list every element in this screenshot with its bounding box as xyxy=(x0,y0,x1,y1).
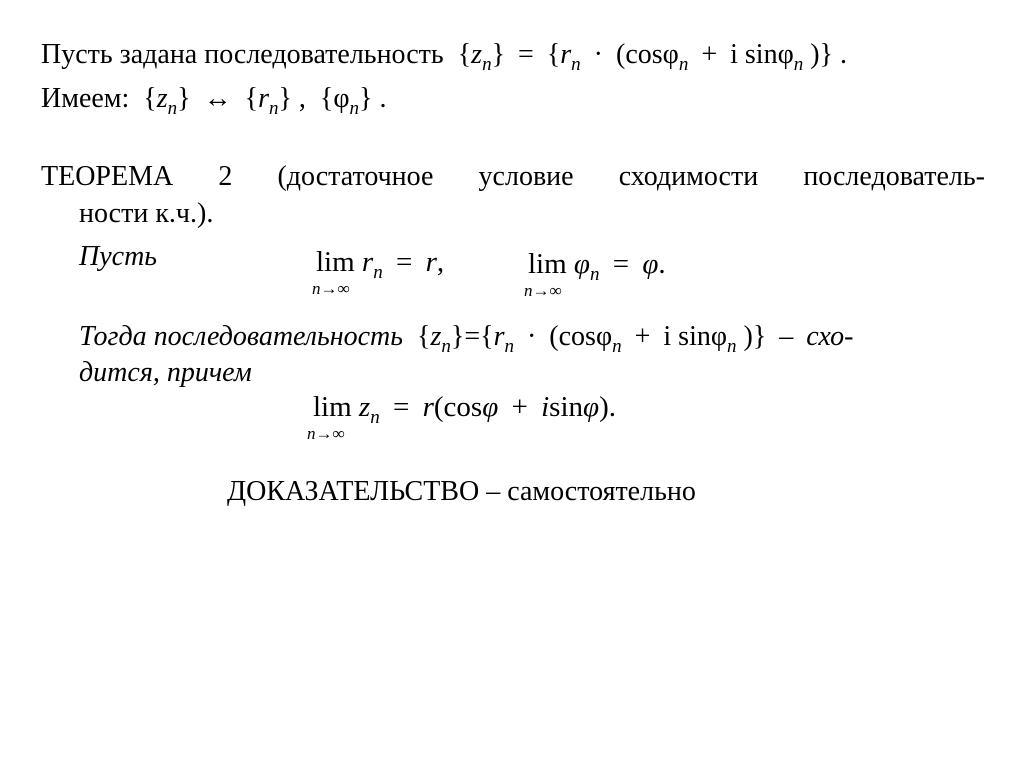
limit-r xyxy=(316,246,445,283)
lim-word: lim xyxy=(316,246,355,278)
subscript-n: n xyxy=(727,336,737,357)
var-r: r xyxy=(560,39,572,70)
limit-subscript: n→∞ xyxy=(312,279,350,298)
var-phi: φ xyxy=(482,391,499,423)
period: . xyxy=(379,83,387,114)
i-sin-phi: i sinφ xyxy=(730,39,794,70)
lim-word: lim xyxy=(313,391,352,423)
dash: – xyxy=(779,321,794,352)
set-open-brace: { xyxy=(457,39,472,70)
plus-sign: + xyxy=(634,321,651,352)
equals-sign: = xyxy=(612,248,630,280)
i-sin-phi: i sinφ xyxy=(663,321,728,352)
multiply-dot: · xyxy=(526,321,537,352)
cos-phi: (cosφ xyxy=(549,321,613,352)
var-z: z xyxy=(156,83,168,114)
comma: , xyxy=(298,83,306,114)
set-close-brace: } xyxy=(177,83,191,114)
subscript-n: n xyxy=(370,407,380,428)
set-open-brace: { xyxy=(546,39,561,70)
var-i: i xyxy=(541,391,550,423)
var-r: r xyxy=(425,246,437,278)
subscript-n: n xyxy=(268,98,279,119)
subscript-n: n xyxy=(793,54,804,75)
var-phi: φ xyxy=(642,248,659,280)
var-r: r xyxy=(422,391,434,423)
equals-sign: = xyxy=(518,39,534,70)
limit-z xyxy=(313,391,616,428)
set-phi: {φ xyxy=(319,83,350,114)
subscript-n: n xyxy=(482,54,492,75)
sin-word: sin xyxy=(549,391,584,423)
var-z: z xyxy=(358,391,371,423)
set-close-brace: } xyxy=(278,83,292,114)
var-r: r xyxy=(258,83,269,114)
have-text: Имеем: xyxy=(41,83,130,114)
limit-phi xyxy=(528,248,666,285)
proof-line: ДОКАЗАТЕЛЬСТВО – самостоятельно xyxy=(227,476,696,507)
comma: , xyxy=(436,246,445,278)
set-open-brace: { xyxy=(417,321,431,352)
period: . xyxy=(658,248,666,280)
var-r: r xyxy=(493,321,505,352)
lim-word: lim xyxy=(528,248,567,280)
conclusion-line-2: дится, причем xyxy=(79,357,252,388)
subscript-n: n xyxy=(373,262,383,283)
subscript-n: n xyxy=(167,98,178,119)
equivalence-arrow: ↔ xyxy=(203,83,232,114)
plus-sign: + xyxy=(511,391,528,423)
subscript-n: n xyxy=(504,336,514,357)
var-z: z xyxy=(471,39,483,70)
subscript-n: n xyxy=(349,98,360,119)
subscript-n: n xyxy=(678,54,689,75)
theorem-line-2: ности к.ч.). xyxy=(79,198,214,229)
equals-sign: = xyxy=(392,391,410,423)
var-phi: φ xyxy=(573,248,590,280)
subscript-n: n xyxy=(589,264,600,285)
condition-label: Пусть xyxy=(79,241,158,272)
hyphenated-word: схо- xyxy=(806,321,854,352)
intro-line xyxy=(41,39,847,75)
conclusion-text: Тогда последовательность xyxy=(79,321,404,352)
period: . xyxy=(840,39,847,70)
have-line xyxy=(41,83,387,119)
limit-subscript: n→∞ xyxy=(307,424,345,443)
intro-text: Пусть задана последовательность xyxy=(41,39,444,70)
set-open-brace: { xyxy=(244,83,259,114)
cos-word: (cos xyxy=(433,391,483,423)
subscript-n: n xyxy=(441,336,451,357)
var-z: z xyxy=(430,321,442,352)
set-open-brace: { xyxy=(143,83,157,114)
close-paren-brace: )} xyxy=(743,321,767,352)
var-phi: φ xyxy=(583,391,600,423)
theorem-line-1: ТЕОРЕМА 2 (достаточное условие сходимости последователь- xyxy=(41,161,985,192)
equals-sign: = xyxy=(395,246,413,278)
subscript-n: n xyxy=(612,336,622,357)
multiply-dot: · xyxy=(593,39,603,70)
close-paren-brace: )} xyxy=(810,39,833,70)
var-r: r xyxy=(361,246,374,278)
set-equals: }={ xyxy=(450,321,494,352)
cos-phi: (cosφ xyxy=(616,39,679,70)
limit-subscript: n→∞ xyxy=(524,281,562,300)
subscript-n: n xyxy=(571,54,581,75)
set-close-brace: } xyxy=(359,83,373,114)
close-paren: ). xyxy=(599,391,616,423)
conclusion-line-1 xyxy=(79,321,854,357)
set-close-brace: } xyxy=(491,39,506,70)
plus-sign: + xyxy=(701,39,718,70)
